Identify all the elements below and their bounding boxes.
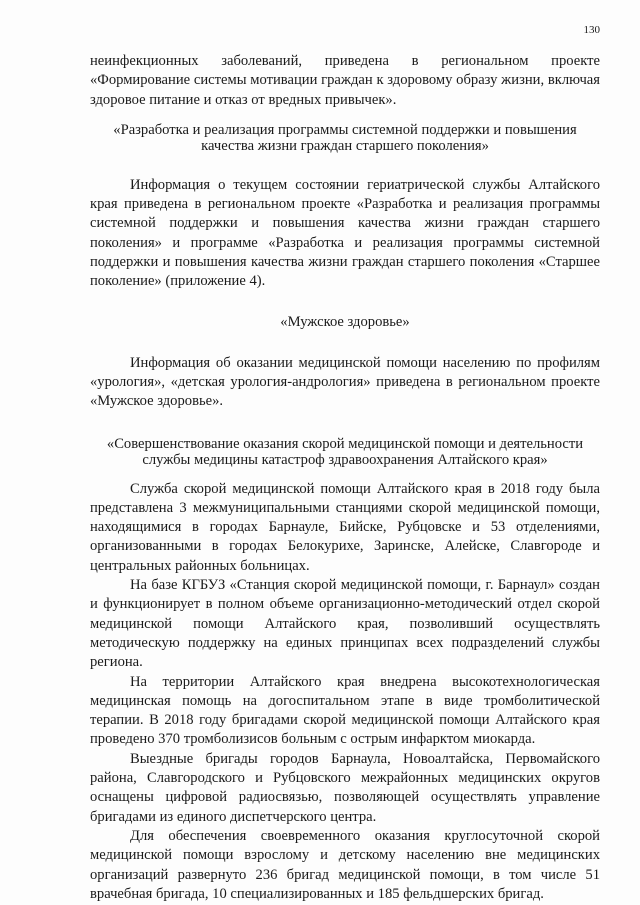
document-body [90,52,600,904]
spacer [90,468,600,480]
paragraph-brigades: Для обеспечения своевременного оказания круглосуточной скорой медицинской помощи взрослому и детскому населению вне медицинских организаций развернуто 236 бригад медицинской помощи, в том числе 51 врачебная бригада, 10 специализированных и 185 фельдшерских бригад. [90,827,600,902]
spacer [90,154,600,176]
paragraph-geriatric-service: Информация о текущем состоянии гериатрической службы Алтайского края приведена в региональном проекте «Разработка и реализация программы системной поддержки и повышения качества жизни граждан старшего поколения» и программе «Разработка и реализация программы системной поддержки и повышения качества жизни граждан старшего поколения «Старшее поколение» (приложение 4). [90,176,600,290]
paragraph-thrombolysis: На территории Алтайского края внедрена высокотехнологическая медицинская помощь на догоспитальном этапе в виде тромболитической терапии. В 2018 году бригадами скорой медицинской помощи Алтайского края проведено 370 тромболизисов больным с острым инфарктом миокарда. [90,673,600,748]
paragraph-urology: Информация об оказании медицинской помощи населению по профилям «урология», «детская урология-андрология» приведена в региональном проекте «Мужское здоровье». [90,354,600,410]
paragraph-radio-communication: Выездные бригады городов Барнаула, Новоалтайска, Первомайского района, Славгородского и Рубцовского межрайонных медицинских округов оснащены цифровой радиосвязью, позволяющей осуществлять управление бригадами из единого диспетчерского центра. [90,750,600,825]
spacer [90,412,600,436]
section-heading-older-generation: «Разработка и реализация программы системной поддержки и повышения качества жизни граждан старшего поколения» [113,121,577,154]
paragraph-methodical-department: На базе КГБУЗ «Станция скорой медицинской помощи, г. Барнаул» создан и функционирует в полном объеме организационно-методический отдел скорой медицинской помощи Алтайского края, позволивший осуществлять методическую поддержку на единых принципах всех подразделений службы региона. [90,577,600,671]
paragraph-ambulance-service: Служба скорой медицинской помощи Алтайского края в 2018 году была представлена 3 межмуниципальными станциями скорой медицинской помощи, находящимися в городах Барнауле, Бийске, Рубцовске и 53 отделениями, организованными в городах Белокурихе, Заринске, Алейске, Славгороде и центральных районных больницах. [90,480,600,574]
section-heading-emergency-care: «Совершенствование оказания скорой медицинской помощи и деятельности службы медицины катастроф здравоохранения Алтайского края» [106,435,584,468]
section-heading-mens-health: «Мужское здоровье» [280,313,410,330]
spacer [90,330,600,354]
paragraph-intro: неинфекционных заболеваний, приведена в региональном проекте «Формирование системы мотивации граждан к здоровому образу жизни, включая здоровое питание и отказ от вредных привычек». [90,53,600,108]
spacer [90,292,600,314]
page-number: 130 [583,24,600,36]
spacer [90,110,600,122]
